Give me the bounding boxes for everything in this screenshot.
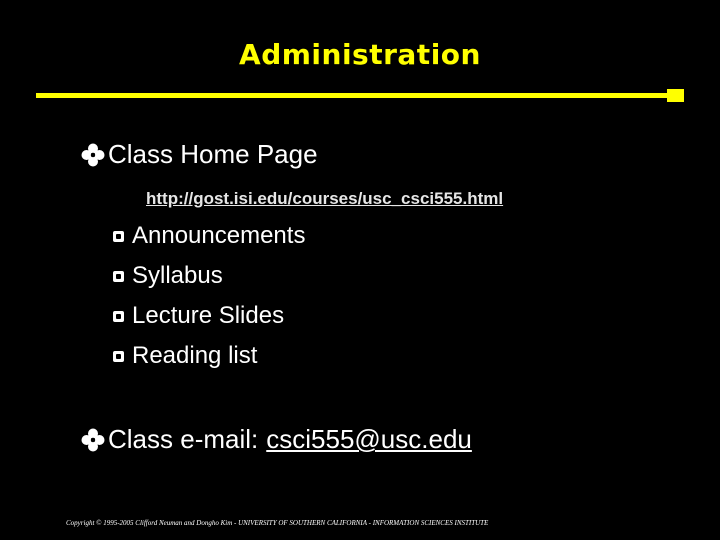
subitem-lecture-slides — [113, 302, 284, 330]
checkbox-bullet-icon — [113, 231, 124, 242]
title-underline-end-block — [667, 89, 684, 102]
subitem-label: Reading list — [132, 342, 258, 369]
subitem-syllabus — [113, 262, 223, 290]
class-home-page-url[interactable]: http://gost.isi.edu/courses/usc_csci555.html — [146, 189, 504, 208]
title-underline — [36, 93, 668, 98]
diamond-bullet-icon — [80, 142, 106, 168]
class-home-page-label: Class Home Page — [108, 139, 318, 169]
checkbox-bullet-icon — [113, 271, 124, 282]
checkbox-bullet-icon — [113, 311, 124, 322]
diamond-bullet-icon — [80, 427, 106, 453]
footer-copyright: Copyright © 1995-2005 Clifford Neuman and Dongho Kim - UNIVERSITY OF SOUTHERN CALIFORNIA - INFORMATION SCIENCES INSTITUTE — [66, 519, 489, 527]
class-email-link[interactable]: csci555@usc.edu — [266, 424, 472, 454]
subitem-label: Lecture Slides — [132, 302, 285, 329]
class-email-label: Class e-mail: — [108, 424, 259, 454]
subitem-announcements — [113, 222, 305, 250]
subitem-reading-list — [113, 342, 257, 370]
subitem-label: Syllabus — [132, 262, 223, 289]
slide-title: Administration — [239, 38, 481, 71]
checkbox-bullet-icon — [113, 351, 124, 362]
bullet-class-home-page — [80, 139, 318, 170]
bullet-class-email — [80, 424, 472, 455]
subitem-label: Announcements — [132, 222, 306, 249]
